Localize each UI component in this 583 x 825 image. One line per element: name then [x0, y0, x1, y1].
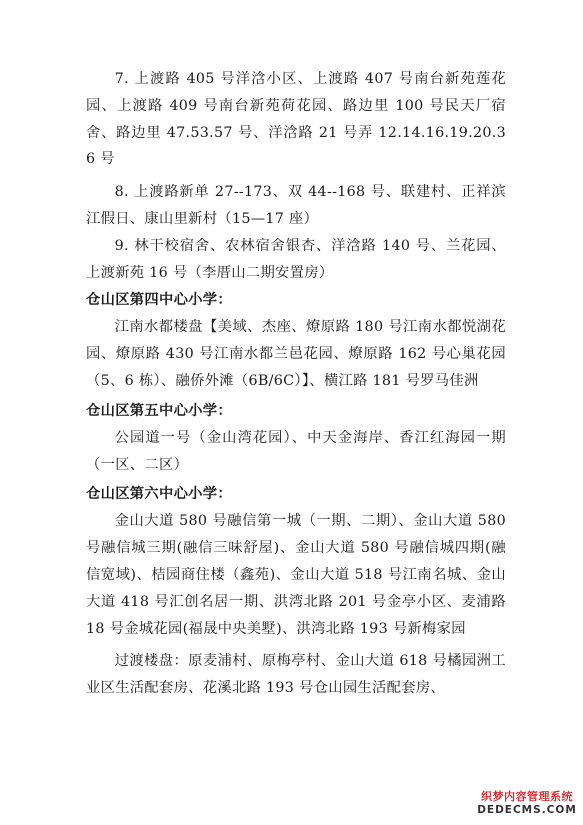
- school-6-heading: 仓山区第六中心小学：: [86, 486, 232, 503]
- school-5-paragraph: 公园道一号（金山湾花园）、中天金海岸、香江红海园一期（一区、二区）: [86, 429, 506, 473]
- site-watermark: [477, 789, 577, 819]
- document-body: [86, 66, 506, 702]
- school-4-heading: 仓山区第四中心小学：: [86, 292, 232, 309]
- item-9-paragraph: 9. 林干校宿舍、农林宿舍银杏、洋浛路 140 号、兰花园、上渡新苑 16 号（李厝山二期安置房）: [86, 237, 506, 281]
- school-4-paragraph: 江南水都楼盘【美域、杰座、燎原路 180 号江南水都悦湖花园、燎原路 430 号江南水都兰邑花园、燎原路 162 号心巢花园（5、6 栋）、融侨外滩（6B/6C）】、横江路 181 号罗马佳洲: [86, 319, 506, 389]
- school-6-paragraph: 金山大道 580 号融信第一城（一期、二期）、金山大道 580 号融信城三期(融信三味舒屋)、金山大道 580 号融信城四期(融信宽域)、桔园商住楼（鑫苑)、金山大道 518 号江南名城、金山大道 418 号汇创名居一期、洪湾北路 201 号金亭小区、麦浦路 18 号金城花园(福晟中央美墅)、洪湾北路 193 号新梅家园: [86, 513, 506, 637]
- watermark-domain: DEDECMS.COM: [477, 804, 577, 816]
- item-7-paragraph: 7. 上渡路 405 号洋浛小区、上渡路 407 号南台新苑莲花园、上渡路 409 号南台新苑荷花园、路边里 100 号民天厂宿舍、路边里 47.53.57 号、洋浛路 21 号弄 12.14.16.19.20.36 号: [86, 71, 506, 168]
- watermark-title: 织梦内容管理系统: [481, 790, 573, 803]
- school-6-transition-paragraph: 过渡楼盘：原麦浦村、原梅亭村、金山大道 618 号橘园洲工业区生活配套房、花溪北路 193 号仓山园生活配套房、: [86, 653, 506, 697]
- item-8-paragraph: 8. 上渡路新单 27--173、双 44--168 号、联建村、正祥滨江假日、康山里新村（15—17 座）: [86, 184, 506, 227]
- school-5-heading: 仓山区第五中心小学：: [86, 402, 232, 419]
